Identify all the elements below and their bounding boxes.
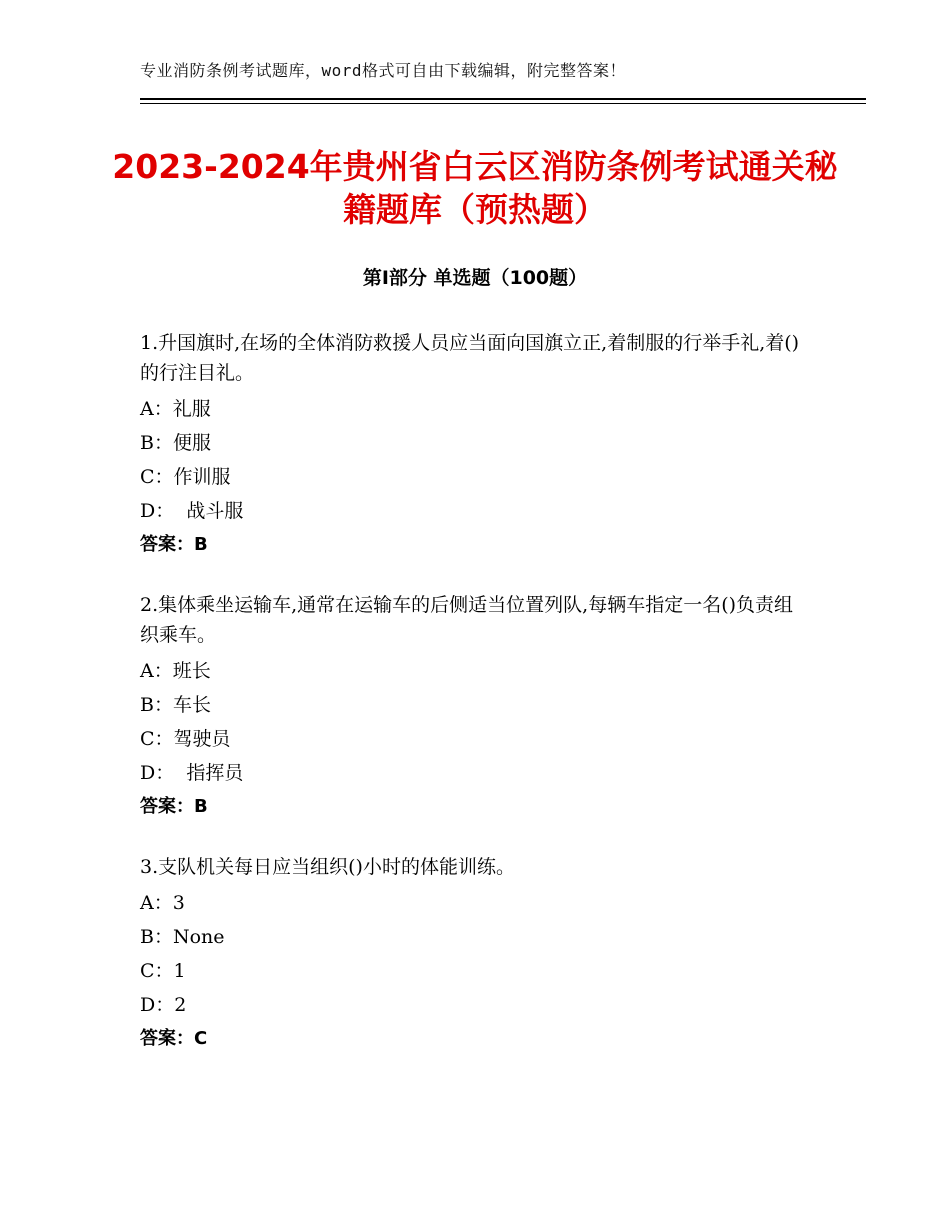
- header-note: 专业消防条例考试题库，word格式可自由下载编辑，附完整答案！: [140, 61, 627, 80]
- option-b: B：便服: [140, 432, 211, 454]
- answer: 答案：B: [140, 796, 208, 817]
- option-d: D：2: [140, 994, 187, 1016]
- answer: 答案：B: [140, 534, 208, 555]
- question-list: [140, 328, 800, 1084]
- section-heading: 第Ⅰ部分 单选题（100题）: [362, 267, 588, 289]
- answer: 答案：C: [140, 1028, 208, 1049]
- question-3: [140, 852, 800, 1056]
- header-rule-thick: [140, 98, 866, 100]
- option-a: A：班长: [140, 660, 211, 682]
- header-rule-thin: [140, 103, 866, 104]
- option-b: B：车长: [140, 694, 211, 716]
- option-d: D： 战斗服: [140, 500, 244, 522]
- option-c: C：驾驶员: [140, 728, 231, 750]
- question-2: [140, 590, 800, 824]
- question-stem: 2.集体乘坐运输车,通常在运输车的后侧适当位置列队,每辆车指定一名()负责组织乘车。: [140, 594, 794, 646]
- option-c: C：1: [140, 960, 186, 982]
- document-title: 2023-2024年贵州省白云区消防条例考试通关秘籍题库（预热题）: [112, 147, 838, 229]
- question-1: [140, 328, 800, 562]
- option-a: A：3: [140, 892, 185, 914]
- question-stem: 1.升国旗时,在场的全体消防救援人员应当面向国旗立正,着制服的行举手礼,着()的行注目礼。: [140, 332, 800, 384]
- option-a: A：礼服: [140, 398, 211, 420]
- option-c: C：作训服: [140, 466, 231, 488]
- option-d: D： 指挥员: [140, 762, 244, 784]
- option-b: B：None: [140, 926, 225, 948]
- question-stem: 3.支队机关每日应当组织()小时的体能训练。: [140, 856, 515, 878]
